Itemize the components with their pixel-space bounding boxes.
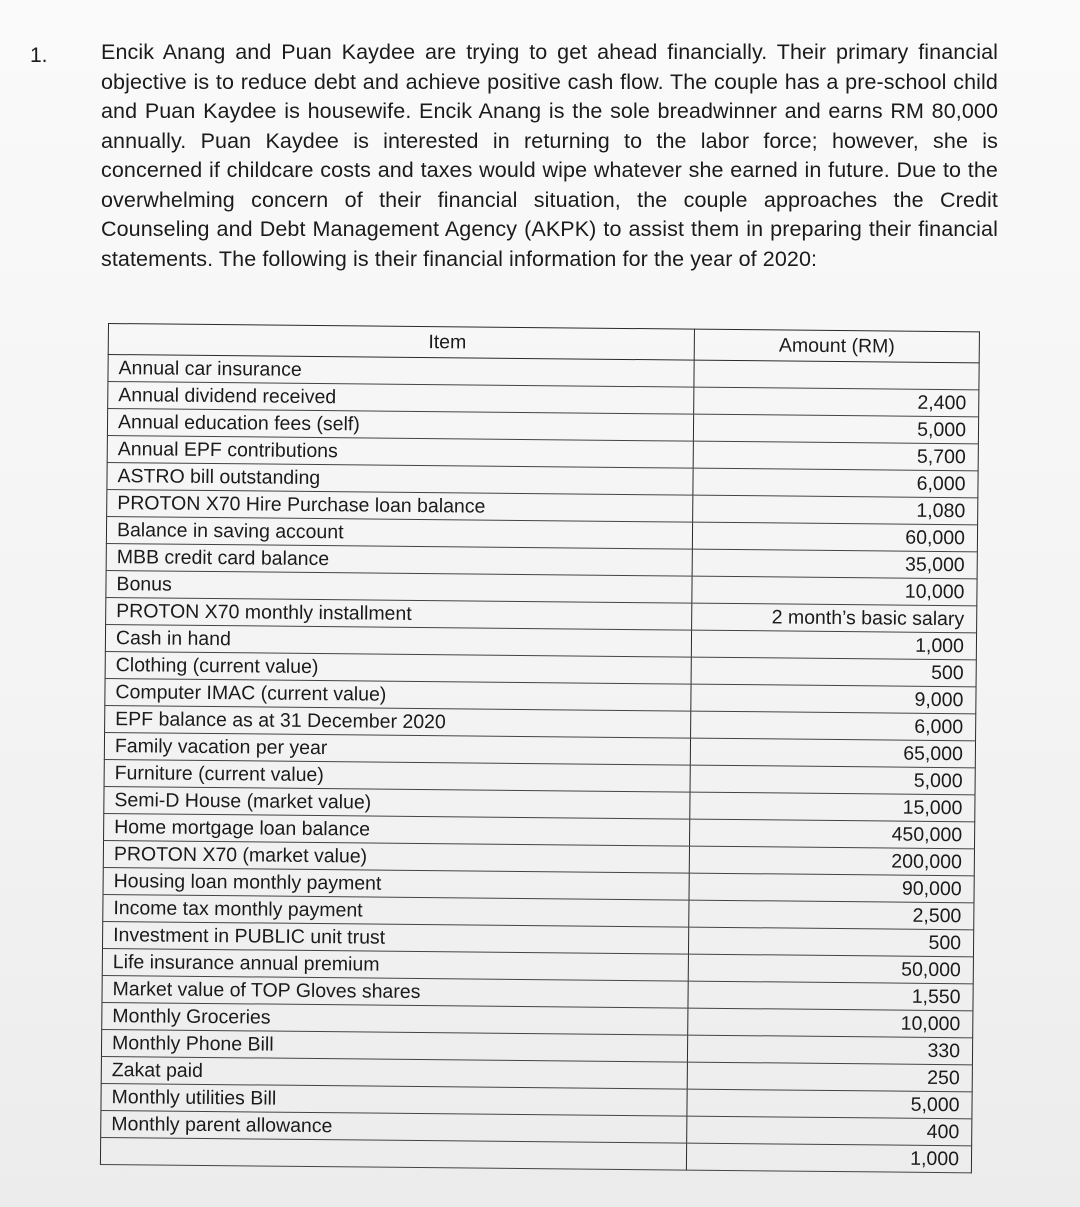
amount-cell: 10,000 — [692, 576, 977, 606]
item-cell: PROTON X70 Hire Purchase loan balance — [107, 489, 693, 522]
item-cell: Computer IMAC (current value) — [105, 678, 691, 711]
item-cell: PROTON X70 (market value) — [103, 840, 689, 873]
amount-cell: 2 month’s basic salary — [692, 603, 977, 633]
amount-cell — [694, 360, 979, 390]
amount-cell: 6,000 — [691, 711, 976, 741]
amount-cell: 2,400 — [694, 387, 979, 417]
item-cell: Market value of TOP Gloves shares — [102, 975, 688, 1008]
question-text: Encik Anang and Puan Kaydee are trying to get ahead financially. Their primary financial objective is to reduce debt and achieve positive cash flow. The couple has a pre-school child and Puan Kaydee is housewife. Encik Anang is the sole breadwinner and earns RM 80,000 annually. Puan Kaydee is interested in returning to the labor force; however, she is concerned if childcare costs and taxes would wipe whatever she earned in future. Due to the overwhelming concern of their financial situation, the couple approaches the Credit Counseling and Debt Management Agency (AKPK) to assist them in preparing their financial statements. The following is their financial information for the year of 2020: — [101, 40, 998, 271]
item-cell: EPF balance as at 31 December 2020 — [105, 705, 691, 738]
amount-cell: 5,000 — [690, 765, 975, 795]
amount-cell: 500 — [689, 927, 974, 957]
item-cell: Monthly parent allowance — [101, 1110, 687, 1143]
amount-cell: 5,000 — [694, 414, 979, 444]
item-cell: Monthly utilities Bill — [101, 1083, 687, 1116]
amount-cell: 250 — [687, 1062, 972, 1092]
amount-column-header: Amount (RM) — [694, 329, 979, 363]
amount-cell: 2,500 — [689, 900, 974, 930]
amount-cell: 1,000 — [687, 1143, 972, 1173]
item-cell: ASTRO bill outstanding — [107, 462, 693, 495]
item-cell: Life insurance annual premium — [102, 948, 688, 981]
amount-cell: 35,000 — [692, 549, 977, 579]
item-cell — [100, 1137, 686, 1170]
amount-cell: 1,000 — [691, 630, 976, 660]
amount-cell: 9,000 — [691, 684, 976, 714]
item-cell: MBB credit card balance — [106, 543, 692, 576]
item-column-header: Item — [108, 324, 694, 361]
amount-cell: 450,000 — [690, 819, 975, 849]
amount-cell: 400 — [687, 1116, 972, 1146]
amount-cell: 200,000 — [689, 846, 974, 876]
amount-cell: 330 — [688, 1035, 973, 1065]
amount-cell: 65,000 — [690, 738, 975, 768]
amount-cell: 50,000 — [688, 954, 973, 984]
amount-cell: 90,000 — [689, 873, 974, 903]
item-cell: Annual car insurance — [108, 355, 694, 388]
amount-cell: 10,000 — [688, 1008, 973, 1038]
item-cell: Family vacation per year — [104, 732, 690, 765]
item-cell: Investment in PUBLIC unit trust — [102, 921, 688, 954]
table-body — [100, 355, 979, 1173]
item-cell: Annual EPF contributions — [107, 435, 693, 468]
item-cell: Bonus — [106, 570, 692, 603]
item-cell: Home mortgage loan balance — [104, 813, 690, 846]
question-number: 1. — [30, 44, 48, 67]
financial-info-table — [100, 323, 980, 1173]
amount-cell: 15,000 — [690, 792, 975, 822]
item-cell: Housing loan monthly payment — [103, 867, 689, 900]
item-cell: Clothing (current value) — [105, 651, 691, 684]
item-cell: Cash in hand — [105, 624, 691, 657]
item-cell: Income tax monthly payment — [103, 894, 689, 927]
item-cell: Annual education fees (self) — [107, 409, 693, 442]
amount-cell: 6,000 — [693, 468, 978, 498]
item-cell: Furniture (current value) — [104, 759, 690, 792]
item-cell: Zakat paid — [101, 1056, 687, 1089]
amount-cell: 5,000 — [687, 1089, 972, 1119]
item-cell: Annual dividend received — [108, 382, 694, 415]
item-cell: Monthly Phone Bill — [101, 1029, 687, 1062]
amount-cell: 5,700 — [693, 441, 978, 471]
item-cell: Semi-D House (market value) — [104, 786, 690, 819]
item-cell: PROTON X70 monthly installment — [106, 597, 692, 630]
amount-cell: 60,000 — [692, 522, 977, 552]
amount-cell: 1,550 — [688, 981, 973, 1011]
item-cell: Monthly Groceries — [102, 1002, 688, 1035]
amount-cell: 1,080 — [693, 495, 978, 525]
item-cell: Balance in saving account — [106, 516, 692, 549]
amount-cell: 500 — [691, 657, 976, 687]
